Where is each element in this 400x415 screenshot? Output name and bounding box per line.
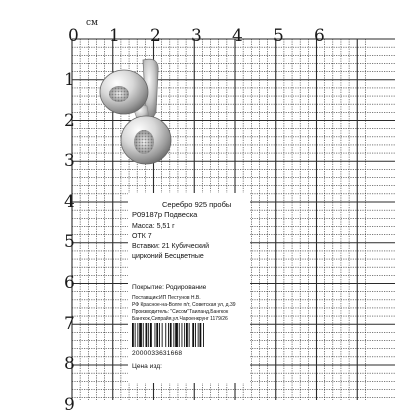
ruler-x-label: 6 bbox=[314, 26, 325, 46]
pendant bbox=[100, 59, 171, 164]
price-tag bbox=[128, 193, 250, 383]
tag-mass: Масса: 5,51 г bbox=[132, 223, 175, 230]
tag-supplier-line1: Поставщик:ИП Пестунов Н.В. bbox=[132, 295, 201, 301]
tag-inserts-line1: Вставки: 21 Кубический bbox=[132, 243, 209, 250]
ruler-x-label: 1 bbox=[109, 26, 120, 46]
ruler-y-label: 3 bbox=[64, 151, 75, 172]
ruler-x-label: 2 bbox=[150, 26, 161, 46]
tag-title: Серебро 925 пробы bbox=[162, 200, 232, 209]
tag-coating: Покрытие: Родирование bbox=[132, 284, 207, 291]
barcode bbox=[132, 323, 230, 347]
ruler-x-label: 5 bbox=[273, 26, 284, 46]
ruler-y-label: 2 bbox=[64, 110, 75, 131]
tag-article: Р09187р Подвеска bbox=[132, 210, 198, 219]
tag-supplier-line4: Бангкок,Сипрайя,ул.Чароенкрунг 1179/26 bbox=[132, 316, 228, 322]
ruler-y-label: 4 bbox=[64, 191, 75, 212]
ruler-y-label: 9 bbox=[64, 394, 75, 415]
ruler-x-label: 4 bbox=[232, 26, 243, 46]
ruler-x-label: 3 bbox=[191, 26, 202, 46]
tag-supplier-line3: Производитель: "Сисом"Таиланд,Бангкок bbox=[132, 309, 229, 315]
ruler-y-label: 5 bbox=[64, 232, 75, 253]
tag-inserts-line2: цирконий Бесцветные bbox=[132, 253, 204, 260]
tag-price-label: Цена изд: bbox=[132, 363, 162, 370]
tag-supplier-line2: РФ Красное-на-Волге п/т, Советская ул, д.39 bbox=[132, 302, 236, 308]
tag-otk: ОТК 7 bbox=[132, 233, 152, 240]
ruler-y-label: 1 bbox=[64, 70, 75, 90]
ruler-unit-label: см bbox=[86, 18, 99, 28]
ruler-x-label: 0 bbox=[68, 26, 79, 46]
ruler-y-label: 7 bbox=[64, 313, 75, 334]
ruler-y-label: 8 bbox=[64, 354, 75, 375]
ruler-y-label: 6 bbox=[64, 273, 75, 293]
tag-barcode-number: 2000033631668 bbox=[132, 350, 183, 357]
